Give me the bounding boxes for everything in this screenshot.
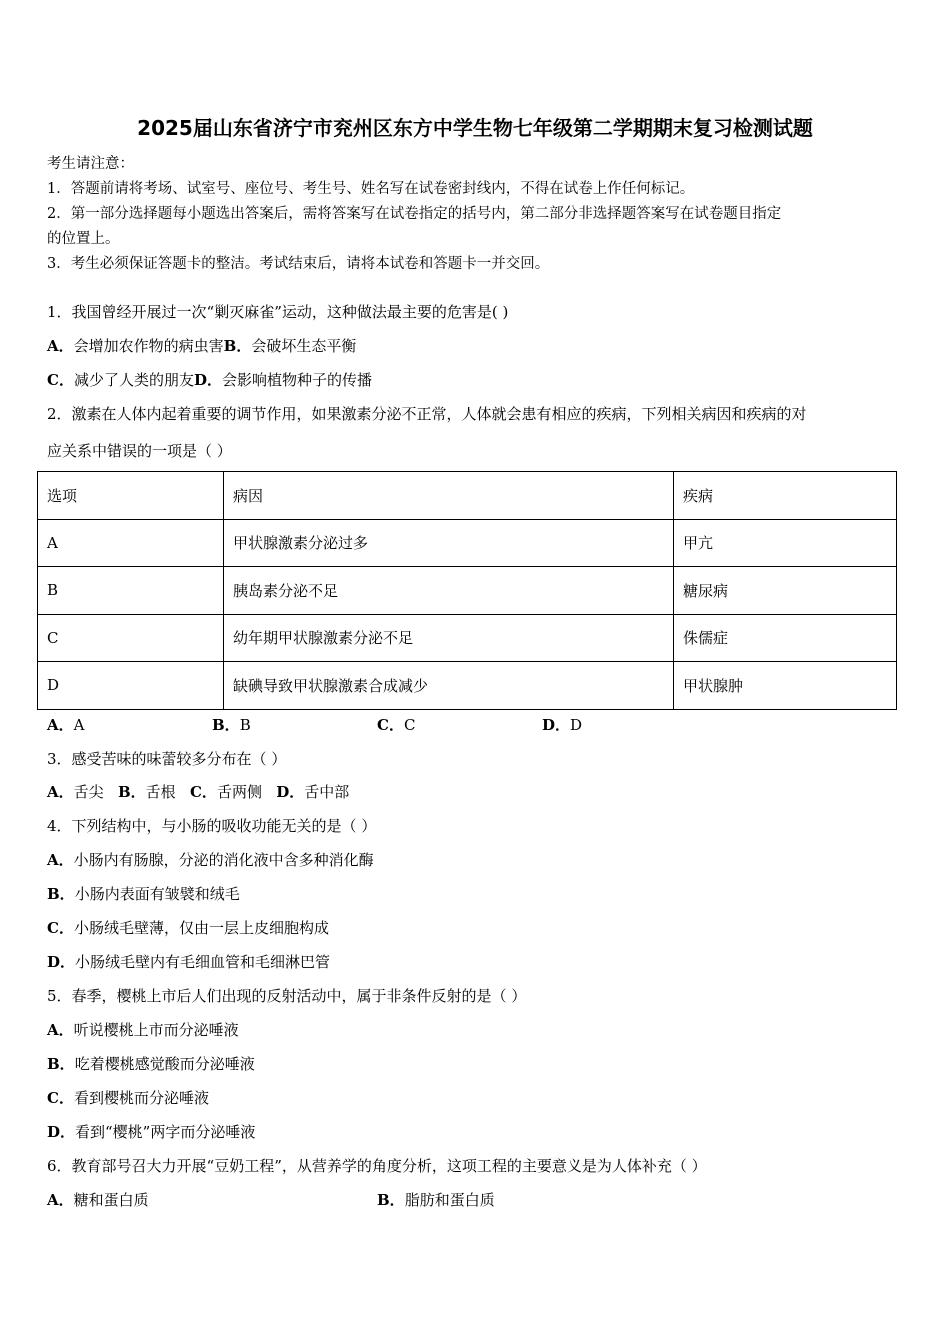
option-text: 脂肪和蛋白质: [404, 1191, 495, 1209]
table-cell: 甲状腺激素分泌过多: [224, 519, 674, 567]
table-cell: 胰岛素分泌不足: [224, 567, 674, 615]
option-text: 会破坏生态平衡: [251, 337, 357, 355]
question-stem: 5．春季，樱桃上市后人们出现的反射活动中，属于非条件反射的是（ ）: [47, 987, 527, 1005]
table-row: [38, 662, 897, 710]
option-letter: A．: [47, 337, 74, 355]
option-text: 小肠内表面有皱襞和绒毛: [74, 885, 240, 903]
option-letter: A．: [47, 1191, 74, 1209]
option-letter: B．: [47, 885, 75, 903]
notice-item: 2．第一部分选择题每小题选出答案后，需将答案写在试卷指定的括号内，第二部分非选择题答案写在试卷题目指定: [47, 206, 782, 222]
option: [542, 714, 582, 735]
table-cell: 甲亢: [674, 519, 897, 567]
option-letter: D．: [193, 371, 222, 389]
option-letter: C．: [377, 716, 404, 734]
table-header-cell: 选项: [38, 472, 224, 520]
option: [377, 714, 415, 735]
option: [47, 849, 374, 870]
exam-title: 2025届山东省济宁市兖州区东方中学生物七年级第二学期期末复习检测试题: [137, 116, 813, 140]
option: [47, 883, 240, 904]
table-cell: 缺碘导致甲状腺激素合成减少: [224, 662, 674, 710]
option-text: 会影响植物种子的传播: [221, 371, 372, 389]
option-letter: D．: [47, 1123, 76, 1141]
option-letter: B．: [117, 783, 146, 801]
option-text: 小肠内有肠腺，分泌的消化液中含多种消化酶: [73, 851, 374, 869]
notice-heading: 考生请注意：: [47, 156, 134, 172]
table-row: [38, 519, 897, 567]
table-cell: C: [38, 614, 224, 662]
option-letter: A．: [47, 851, 74, 869]
option: [47, 714, 84, 735]
option-text: 看到“樱桃”两字而分泌唾液: [75, 1123, 256, 1141]
option-row: [47, 369, 372, 390]
option: [47, 1087, 209, 1108]
option-row: [47, 781, 349, 802]
question-stem: 2．激素在人体内起着重要的调节作用，如果激素分泌不正常，人体就会患有相应的疾病，下列相关病因和疾病的对: [47, 405, 807, 423]
option: [47, 1053, 255, 1074]
option-text: 舌尖: [73, 783, 104, 801]
option-text: 糖和蛋白质: [73, 1191, 149, 1209]
table-header-cell: 病因: [224, 472, 674, 520]
table-cell: 幼年期甲状腺激素分泌不足: [224, 614, 674, 662]
option-text: 小肠绒毛壁内有毛细血管和毛细淋巴管: [75, 953, 331, 971]
option-letter: D．: [47, 953, 76, 971]
table-header-cell: 疾病: [674, 472, 897, 520]
option-text: 减少了人类的朋友: [73, 371, 194, 389]
option-text: 吃着樱桃感觉酸而分泌唾液: [74, 1055, 255, 1073]
option: [47, 1019, 239, 1040]
option-letter: A．: [47, 783, 74, 801]
question-stem-continued: 应关系中错误的一项是（ ）: [47, 442, 232, 460]
question-stem: 6．教育部号召大力开展“豆奶工程”，从营养学的角度分析，这项工程的主要意义是为人体补充（ ）: [47, 1157, 707, 1175]
option-text: 会增加农作物的病虫害: [73, 337, 224, 355]
notice-item: 3．考生必须保证答题卡的整洁。考试结束后，请将本试卷和答题卡一并交回。: [47, 256, 550, 272]
option-letter: D．: [276, 783, 305, 801]
notice-item: 的位置上。: [47, 231, 120, 247]
table-cell: 甲状腺肿: [674, 662, 897, 710]
option-letter: A．: [47, 716, 74, 734]
option-text: B: [239, 716, 251, 734]
hormone-table: [37, 471, 897, 710]
option-text: 舌两侧: [216, 783, 262, 801]
notice-item: 1．答题前请将考场、试室号、座位号、考生号、姓名写在试卷密封线内，不得在试卷上作任何标记。: [47, 181, 695, 197]
option: [212, 714, 251, 735]
option-text: 小肠绒毛壁薄，仅由一层上皮细胞构成: [73, 919, 329, 937]
table-cell: 侏儒症: [674, 614, 897, 662]
table-header-row: [38, 472, 897, 520]
option-text: 看到樱桃而分泌唾液: [73, 1089, 209, 1107]
option-text: 舌中部: [304, 783, 350, 801]
option-row: [47, 335, 356, 356]
table-cell: B: [38, 567, 224, 615]
option-text: A: [73, 716, 85, 734]
option-letter: A．: [47, 1021, 74, 1039]
option: [47, 951, 330, 972]
table-cell: D: [38, 662, 224, 710]
question-stem: 1．我国曾经开展过一次“剿灭麻雀”运动，这种做法最主要的危害是( ): [47, 303, 509, 321]
option: [377, 1189, 495, 1210]
question-stem: 3．感受苦味的味蕾较多分布在（ ）: [47, 750, 287, 768]
option-letter: B．: [212, 716, 240, 734]
option: [47, 1189, 149, 1210]
option-text: 舌根: [145, 783, 176, 801]
option-text: 听说樱桃上市而分泌唾液: [73, 1021, 239, 1039]
table-cell: A: [38, 519, 224, 567]
option-letter: C．: [47, 1089, 74, 1107]
table-cell: 糖尿病: [674, 567, 897, 615]
option-letter: D．: [542, 716, 571, 734]
option-text: C: [403, 716, 416, 734]
option-letter: B．: [47, 1055, 75, 1073]
option-letter: C．: [47, 919, 74, 937]
option: [47, 917, 329, 938]
option-letter: B．: [223, 337, 252, 355]
question-stem: 4．下列结构中，与小肠的吸收功能无关的是（ ）: [47, 817, 377, 835]
option-letter: B．: [377, 1191, 405, 1209]
option: [47, 1121, 255, 1142]
table-row: [38, 614, 897, 662]
option-letter: C．: [47, 371, 74, 389]
table-row: [38, 567, 897, 615]
option-letter: C．: [189, 783, 217, 801]
option-text: D: [570, 716, 583, 734]
